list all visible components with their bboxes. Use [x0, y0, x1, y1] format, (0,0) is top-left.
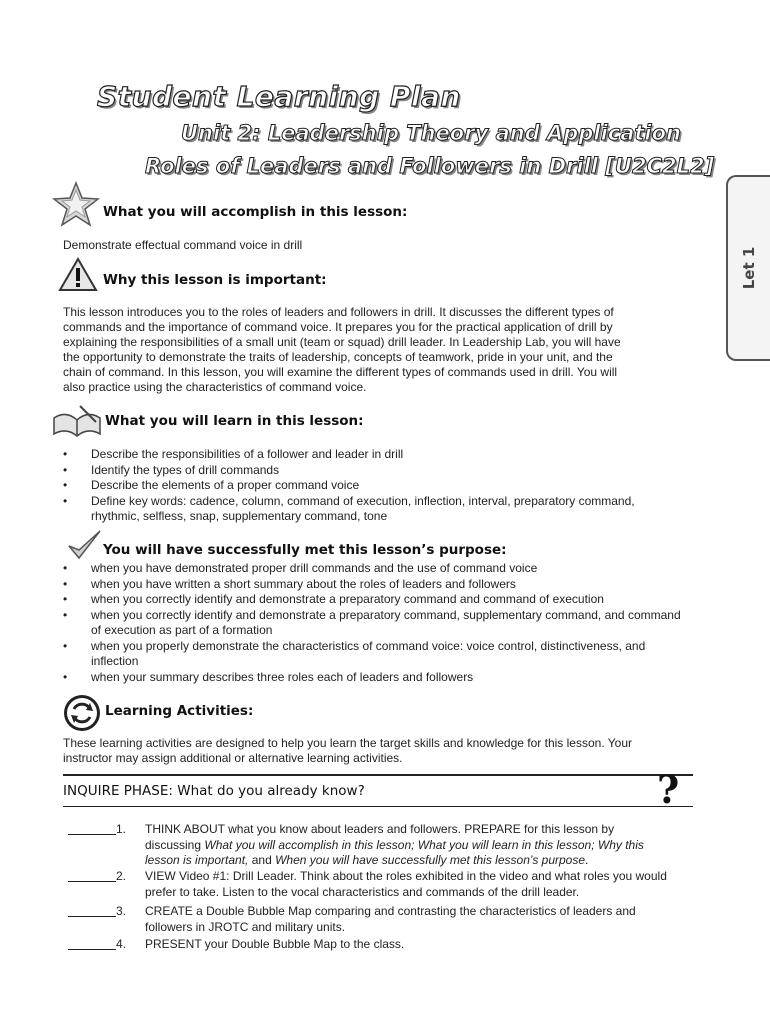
learn-heading: What you will learn in this lesson: — [105, 413, 364, 429]
step-number: 3. — [116, 904, 127, 918]
list-item: • when you correctly identify and demonstrate a preparatory command, supplementary command, and command of execution as part of a formation — [63, 608, 688, 639]
side-tab-label: Let 1 — [740, 246, 758, 290]
step-text — [145, 904, 705, 935]
list-item: • when you correctly identify and demonstrate a preparatory command and command of execution — [63, 592, 688, 608]
step-text — [145, 869, 705, 900]
list-item: • when you properly demonstrate the characteristics of command voice: voice control, distinctiveness, and inflection — [63, 639, 688, 670]
list-item: • when your summary describes three roles each of leaders and followers — [63, 670, 688, 686]
step-number: 4. — [116, 937, 127, 951]
step-text — [145, 822, 705, 869]
important-text — [63, 305, 703, 395]
step-line: prefer to take. Listen to the vocal characteristics and commands of the drill leader. — [145, 884, 580, 899]
step-text — [145, 937, 705, 953]
question-mark-icon: ? — [657, 767, 680, 812]
step-line: discussing What you will accomplish in this lesson; What you will learn in this lesson; Why this — [145, 837, 644, 852]
list-item: • Describe the elements of a proper command voice — [63, 478, 683, 494]
checkmark-icon — [66, 528, 102, 562]
activities-line: These learning activities are designed to help you learn the target skills and knowledge for this lesson. Your — [63, 736, 633, 750]
activities-text — [63, 736, 703, 766]
refresh-icon — [62, 693, 102, 733]
purpose-list — [63, 561, 688, 685]
step-line: followers in JROTC and military units. — [145, 919, 346, 934]
page-title: Student Learning Plan — [97, 80, 461, 113]
warning-icon — [58, 257, 98, 293]
answer-blank — [68, 937, 116, 950]
activities-heading: Learning Activities: — [105, 703, 254, 719]
unit-title: Unit 2: Leadership Theory and Application — [181, 121, 682, 145]
important-line: This lesson introduces you to the roles of leaders and followers in drill. It discusses the different types of — [63, 305, 614, 319]
answer-blank — [68, 904, 116, 917]
important-line: the opportunity to demonstrate the traits of leadership, concepts of teamwork, pride in your unit, and the — [63, 350, 613, 364]
step-line: lesson is important, and When you will have successfully met this lesson’s purpose. — [145, 853, 589, 867]
important-line: chain of command. In this lesson, you will examine the different types of commands used in drill. You will — [63, 365, 618, 379]
important-line: commands and the importance of command voice. It prepares you for the practical application of drill by — [63, 320, 613, 334]
important-line: also practice using the characteristics of command voice. — [63, 380, 367, 394]
list-item: • Describe the responsibilities of a follower and leader in drill — [63, 447, 683, 463]
important-line: explaining the responsibilities of a small unit (team or squad) drill leader. In Leadership Lab, you will have — [63, 335, 621, 349]
list-item: • Define key words: cadence, column, command of execution, inflection, interval, preparatory command, rhythmic, selfless, snap, supplementary command, tone — [63, 494, 683, 525]
list-item: • when you have written a short summary about the roles of leaders and followers — [63, 577, 688, 593]
step-line: PRESENT your Double Bubble Map to the class. — [145, 937, 405, 951]
purpose-heading: You will have successfully met this lesson’s purpose: — [103, 542, 507, 558]
step-line: VIEW Video #1: Drill Leader. Think about the roles exhibited in the video and what roles you would — [145, 869, 667, 883]
answer-blank — [68, 822, 116, 835]
step-line: CREATE a Double Bubble Map comparing and contrasting the characteristics of leaders and — [145, 904, 636, 918]
answer-blank — [68, 869, 116, 882]
side-tab — [726, 175, 770, 361]
book-icon — [50, 400, 104, 440]
list-item: • when you have demonstrated proper drill commands and the use of command voice — [63, 561, 688, 577]
accomplish-heading: What you will accomplish in this lesson: — [103, 204, 408, 220]
important-heading: Why this lesson is important: — [103, 272, 327, 288]
lesson-title: Roles of Leaders and Followers in Drill [U2C2L2] — [145, 154, 715, 178]
accomplish-text: Demonstrate effectual command voice in drill — [63, 238, 303, 252]
step-number: 1. — [116, 822, 127, 836]
activities-line: instructor may assign additional or alternative learning activities. — [63, 751, 403, 765]
learn-list — [63, 447, 683, 525]
list-item: • Identify the types of drill commands — [63, 463, 683, 479]
step-number: 2. — [116, 869, 127, 883]
star-icon — [52, 181, 100, 227]
inquire-heading: INQUIRE PHASE: What do you already know? — [63, 783, 365, 799]
step-line: THINK ABOUT what you know about leaders and followers. PREPARE for this lesson by — [145, 822, 615, 836]
